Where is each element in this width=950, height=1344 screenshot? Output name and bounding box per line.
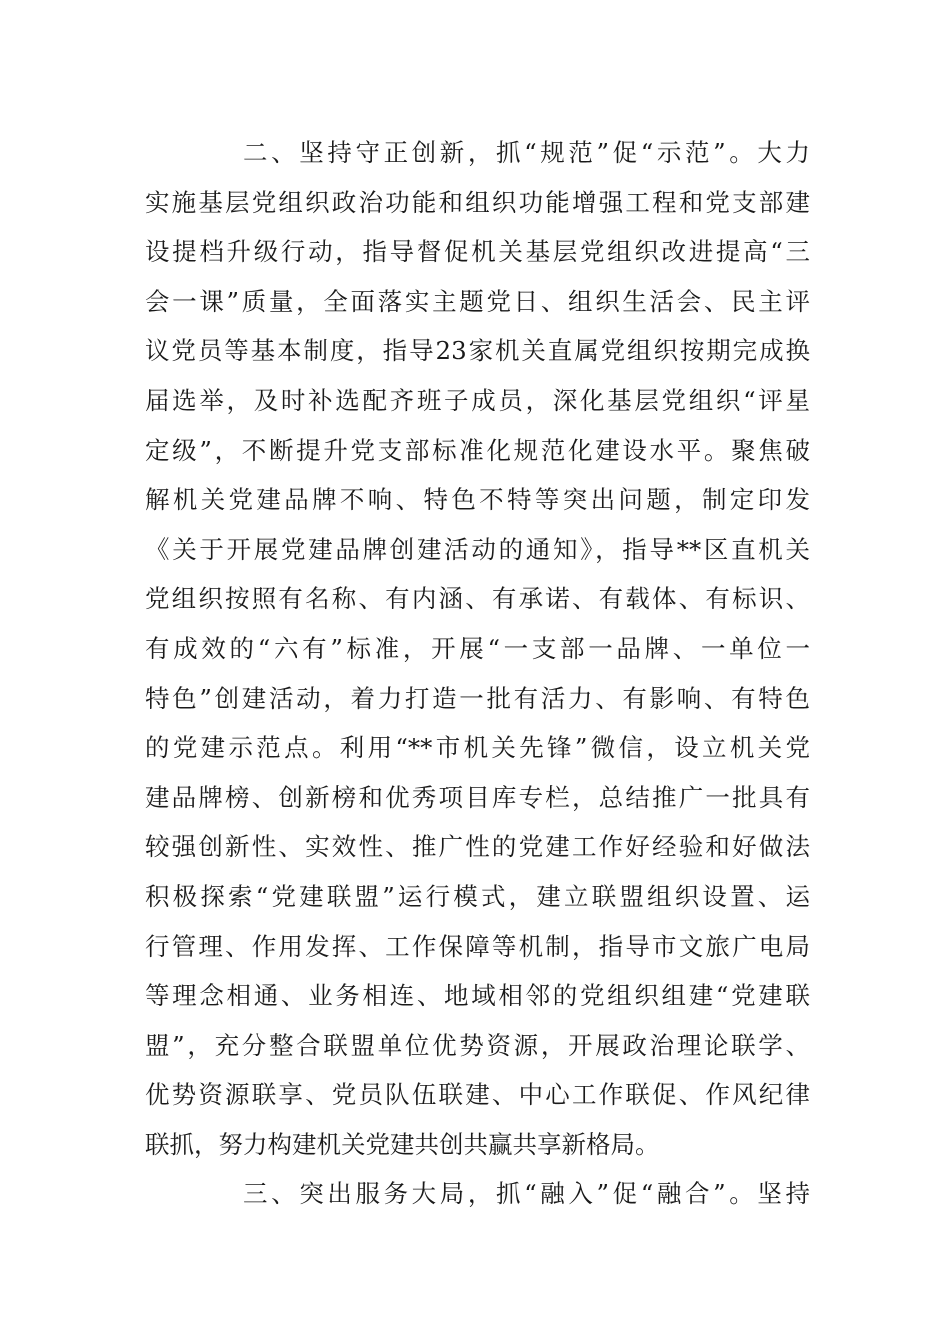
paragraph-line: 盟”，充分整合联盟单位优势资源，开展政治理论联学、 (145, 1030, 810, 1060)
document-body (145, 128, 810, 1219)
paragraph-line: 二、坚持守正创新，抓“规范”促“示范”。大力 (243, 138, 810, 167)
paragraph-line: 优势资源联享、党员队伍联建、中心工作联促、作风纪律 (145, 1080, 810, 1110)
paragraph-line: 解机关党建品牌不响、特色不特等突出问题，制定印发 (145, 485, 810, 515)
paragraph-section-2 (145, 128, 810, 1169)
paragraph-line: 积极探索“党建联盟”运行模式，建立联盟组织设置、运 (145, 881, 810, 911)
paragraph-line: 设提档升级行动，指导督促机关基层党组织改进提高“三 (145, 237, 810, 267)
paragraph-section-3 (145, 1169, 810, 1219)
paragraph-line: 行管理、作用发挥、工作保障等机制，指导市文旅广电局 (145, 931, 810, 961)
paragraph-line: 联抓，努力构建机关党建共创共赢共享新格局。 (145, 1129, 660, 1159)
paragraph-line: 党组织按照有名称、有内涵、有承诺、有载体、有标识、 (145, 584, 810, 614)
paragraph-line: 实施基层党组织政治功能和组织功能增强工程和党支部建 (145, 187, 810, 217)
paragraph-line: 《关于开展党建品牌创建活动的通知》，指导**区直机关 (145, 534, 810, 564)
paragraph-line: 有成效的“六有”标准，开展“一支部一品牌、一单位一 (145, 633, 810, 663)
paragraph-line: 议党员等基本制度，指导23家机关直属党组织按期完成换 (145, 336, 810, 366)
paragraph-line: 特色”创建活动，着力打造一批有活力、有影响、有特色 (145, 683, 810, 713)
paragraph-line: 的党建示范点。利用“**市机关先锋”微信，设立机关党 (145, 733, 810, 763)
paragraph-line: 会一课”质量，全面落实主题党日、组织生活会、民主评 (145, 286, 810, 316)
paragraph-line: 届选举，及时补选配齐班子成员，深化基层党组织“评星 (145, 385, 810, 415)
paragraph-line: 建品牌榜、创新榜和优秀项目库专栏，总结推广一批具有 (145, 782, 810, 812)
paragraph-line: 三、突出服务大局，抓“融入”促“融合”。坚持 (243, 1179, 810, 1209)
paragraph-line: 定级”，不断提升党支部标准化规范化建设水平。聚焦破 (145, 435, 810, 465)
paragraph-line: 等理念相通、业务相连、地域相邻的党组织组建“党建联 (145, 981, 810, 1011)
paragraph-line: 较强创新性、实效性、推广性的党建工作好经验和好做法 (145, 832, 810, 862)
